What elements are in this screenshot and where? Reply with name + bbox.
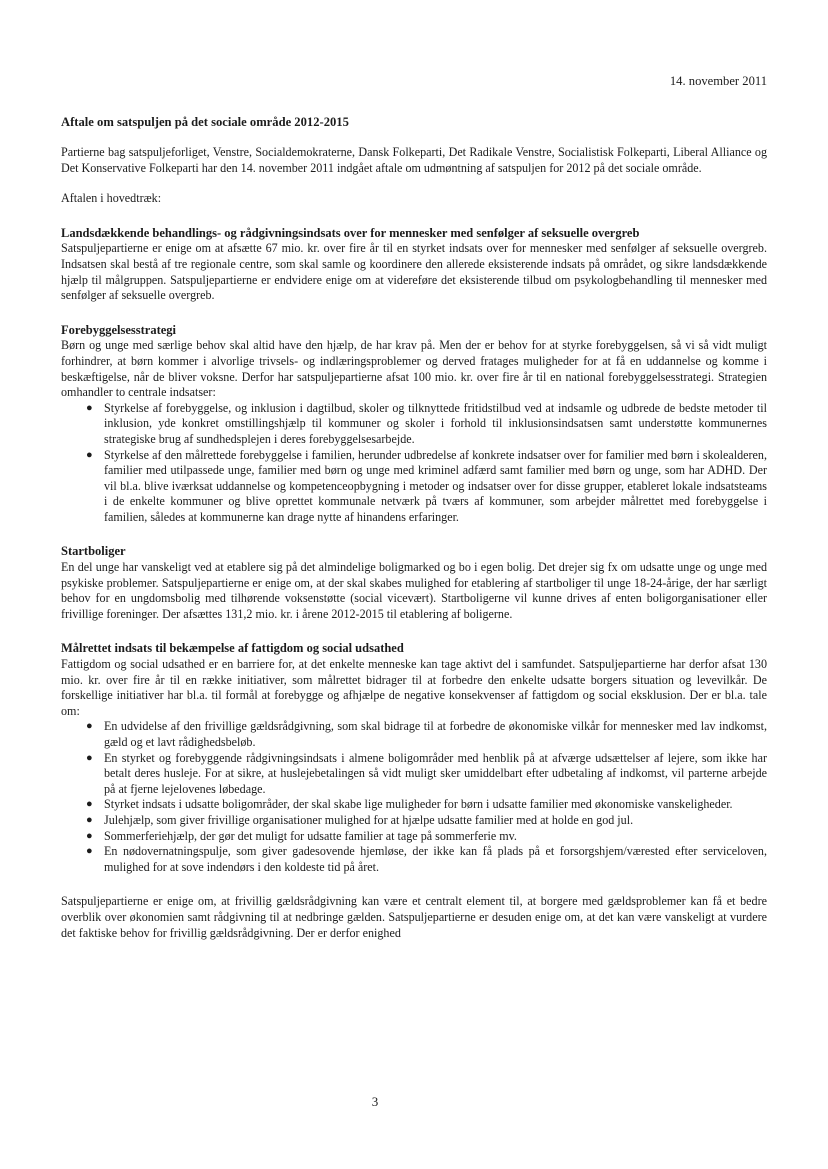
section-heading: Landsdækkende behandlings- og rådgivningsindsats over for mennesker med senfølger af seksuelle overgreb [61, 225, 640, 240]
list-item-text: Styrkelse af den målrettede forebyggelse i familien, herunder udbredelse af konkrete indsatser over for familier med børn i skolealderen, familier med utilpassede unge, familier med børn og unge med kriminel adfærd samt familier med børn og unge, som har ADHD. Der vil bl.a. blive iværksat uddannelse og kompetenceopbygning i metoder og indsatser over for disse grupper, etableret lokale indsatsteams i de enkelte kommuner og blive oprettet kommunale netværk på tværs af kommuner, som arbejder målrettet med forebyggelse i familien, således at kommunerne kan drage nytte af hinandens erfaringer. [104, 447, 767, 524]
section-starter-homes [61, 544, 767, 622]
list-item [61, 797, 767, 813]
section-abuse-support [61, 226, 767, 304]
list-item-text: En udvidelse af den frivillige gældsrådgivning, som skal bidrage til at forbedre de økonomiske vilkår for mennesker med lav indkomst, gæld og et lavt rådighedsbeløb. [104, 719, 767, 749]
bullet-list [61, 401, 767, 526]
list-item [61, 719, 767, 750]
section-body: Satspuljepartierne er enige om at afsætte 67 mio. kr. over fire år til en styrket indsats over for mennesker med senfølger af seksuelle overgreb. Indsatsen skal bestå af tre regionale centre, som skal samle og koordinere den allerede eksisterende indsats på området, og sikre landsdækkende hjælp til målgruppen. Satspuljepartierne er endvidere enige om at videreføre det eksisterende tilbud om psykologbehandling til mennesker med senfølger af seksuelle overgreb. [61, 241, 767, 303]
bullet-icon: ● [86, 401, 93, 414]
list-item [61, 829, 767, 845]
list-item [61, 813, 767, 829]
list-item [61, 844, 767, 875]
intro-paragraph: Partierne bag satspuljeforliget, Venstre, Socialdemokraterne, Dansk Folkeparti, Det Radikale Venstre, Socialistisk Folkeparti, Liberal Alliance og Det Konservative Folkeparti har den 14. november 2011 indgået aftale om udmøntning af satspuljen for 2012 på det sociale område. [61, 145, 767, 175]
list-item-text: En nødovernatningspulje, som giver gadesovende hjemløse, der ikke kan få plads på et forsorgshjem/værested efter serviceloven, mulighed for at sove indendørs i den koldeste tid på året. [104, 844, 767, 874]
document-body [61, 145, 767, 941]
section-heading: Startboliger [61, 544, 126, 559]
list-item-text: Sommerferiehjælp, der gør det muligt for udsatte familier at tage på sommerferie mv. [104, 828, 517, 843]
list-item [61, 401, 767, 448]
list-item-text: Styrkelse af forebyggelse, og inklusion i dagtilbud, skoler og tilknyttede fritidstilbud ved at indsamle og udbrede de bedste metoder til inklusion, yde konkret omstillingshjælp til kommuner og skoler i forhold til inklusionsindsatsen samt understøtte kommunernes strategiske brug af sundhedsplejen i deres forebyggelsesarbejde. [104, 400, 767, 446]
summary-label: Aftalen i hovedtræk: [61, 191, 162, 206]
bullet-icon: ● [86, 813, 93, 826]
list-item-text: Styrket indsats i udsatte boligområder, der skal skabe lige muligheder for børn i udsatte familier med økonomiske vanskeligheder. [104, 797, 733, 812]
page-number: 3 [371, 1094, 379, 1109]
document-date: 14. november 2011 [669, 74, 767, 88]
bullet-icon: ● [86, 798, 93, 811]
closing-paragraph: Satspuljepartierne er enige om, at frivillig gældsrådgivning kan være et centralt element til, at borgere med gældsproblemer kan få et bedre overblik over økonomien samt rådgivning til at nedbringe gælden. Satspuljepartierne er desuden enige om, at det kan være vanskeligt at vurdere det faktiske behov for frivillig gældsrådgivning. Der er derfor enighed [61, 894, 767, 940]
section-body: En del unge har vanskeligt ved at etablere sig på det almindelige boligmarked og bo i egen bolig. Det drejer sig fx om udsatte unge og unge med psykiske problemer. Satspuljepartierne er enige om, at der skal skabes mulighed for etablering af startboliger til unge 18-24-årige, der har særligt behov for en ungdomsbolig med tilhørende voksenstøtte (social vicevært). Startboligerne vil kunne drives af enten boligorganisationer eller frivillige foreninger. Der afsættes 131,2 mio. kr. i årene 2012-2015 til etablering af boligerne. [61, 560, 767, 621]
list-item-text: Julehjælp, som giver frivillige organisationer mulighed for at hjælpe udsatte familier med at holde en god jul. [104, 812, 634, 827]
section-poverty [61, 641, 767, 875]
section-heading: Forebyggelsesstrategi [61, 322, 177, 337]
section-prevention-strategy [61, 323, 767, 526]
list-item-text: En styrket og forebyggende rådgivningsindsats i almene boligområder med henblik på at afværge udsættelser af lejere, som ikke har betalt deres husleje. For at sikre, at huslejebetalingen så vidt muligt sker umiddelbart efter udbetaling af indkomst, vil parterne arbejde på at fjerne lejelovenes løbedage. [104, 750, 767, 796]
bullet-list [61, 719, 767, 875]
section-body: Fattigdom og social udsathed er en barriere for, at det enkelte menneske kan tage aktivt del i samfundet. Satspuljepartierne har derfor afsat 130 mio. kr. over fire år til en række initiativer, som målrettet bidrager til at forbedre den enkelte udsatte borgers situation og levevilkår. De forskellige initiativer har bl.a. til formål at forebygge og afhjælpe de negative konsekvenser af fattigdom og social eksklusion. Der er bl.a. tale om: [61, 657, 767, 718]
section-heading: Målrettet indsats til bekæmpelse af fattigdom og social udsathed [61, 641, 404, 656]
bullet-icon: ● [86, 751, 93, 764]
bullet-icon: ● [86, 448, 93, 461]
bullet-icon: ● [86, 720, 93, 733]
document-title: Aftale om satspuljen på det sociale område 2012-2015 [61, 115, 349, 129]
bullet-icon: ● [86, 829, 93, 842]
list-item [61, 448, 767, 526]
section-body: Børn og unge med særlige behov skal altid have den hjælp, de har krav på. Men der er behov for at styrke forebyggelsen, så vi så vidt muligt forhindrer, at børn kommer i alvorlige trivsels- og indlæringsproblemer og derved fratages muligheder for at få en uddannelse og komme i beskæftigelse, når de bliver voksne. Derfor har satspuljepartierne afsat 100 mio. kr. over fire år til en national forebyggelsesstrategi. Strategien omhandler to centrale indsatser: [61, 338, 767, 400]
bullet-icon: ● [86, 845, 93, 858]
list-item [61, 751, 767, 798]
